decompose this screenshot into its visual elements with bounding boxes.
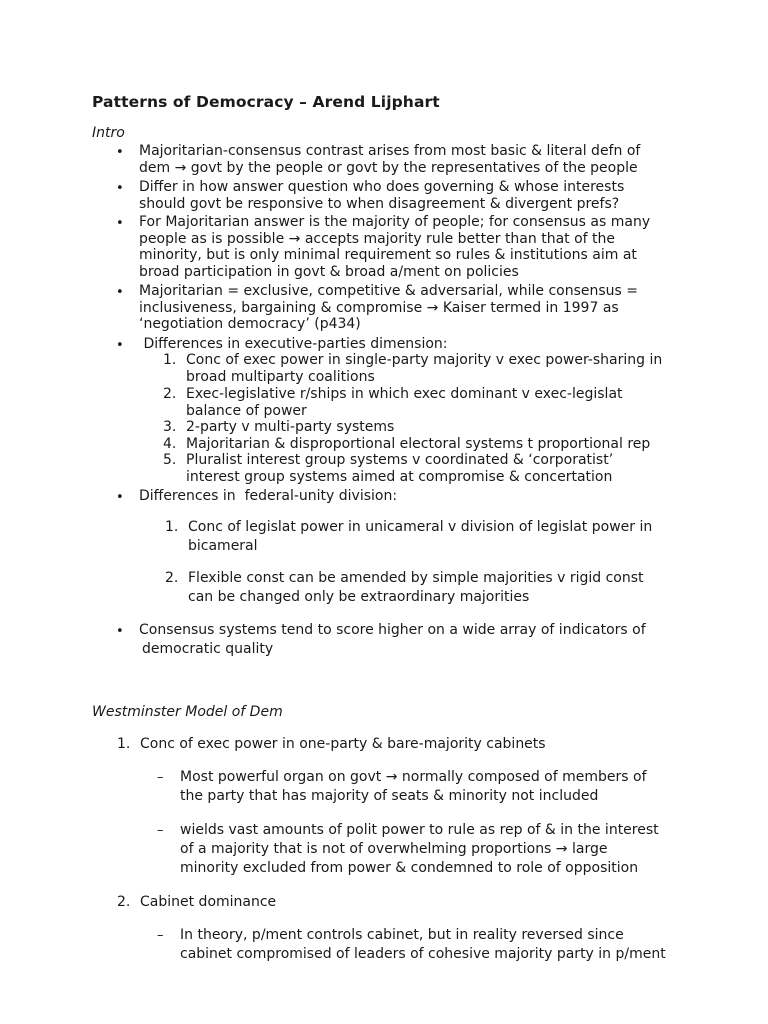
exec-list-item-5 bbox=[186, 452, 613, 485]
text-line: Conc of exec power in single-party majority v exec power-sharing in bbox=[186, 352, 663, 368]
westminster-sub-2a bbox=[180, 926, 666, 964]
text-line: Consensus systems tend to score higher on a wide array of indicators of bbox=[139, 622, 646, 638]
text-line: ‘negotiation democracy’ (p434) bbox=[139, 316, 361, 333]
intro-bullet-1 bbox=[139, 143, 640, 176]
westminster-sub-1a bbox=[180, 768, 647, 806]
federal-list-num: 1. bbox=[165, 519, 179, 535]
bullet-icon: • bbox=[116, 285, 124, 300]
text-line: Pluralist interest group systems v coordinated & ‘corporatist’ bbox=[186, 452, 614, 468]
federal-list-item-1 bbox=[188, 518, 652, 556]
exec-list-num: 1. bbox=[163, 352, 177, 368]
text-line: can be changed only be extraordinary majorities bbox=[188, 589, 530, 605]
bullet-icon: • bbox=[116, 145, 124, 160]
bullet-icon: • bbox=[116, 490, 124, 505]
text-line: Exec-legislative r/ships in which exec dominant v exec-legislat bbox=[186, 386, 623, 402]
federal-list-item-2 bbox=[188, 569, 644, 607]
dash-icon: – bbox=[157, 823, 164, 838]
westminster-sub-1b bbox=[180, 821, 659, 878]
bullet-icon: • bbox=[116, 624, 124, 639]
text-line: democratic quality bbox=[142, 641, 274, 657]
text-line: In theory, p/ment controls cabinet, but in reality reversed since bbox=[180, 927, 624, 943]
text-line: broad participation in govt & broad a/ment on policies bbox=[139, 264, 519, 281]
text-line: interest group systems aimed at compromise & concertation bbox=[186, 468, 613, 485]
text-line: minority excluded from power & condemned to role of opposition bbox=[180, 860, 639, 876]
text-line: dem → govt by the people or govt by the representatives of the people bbox=[139, 159, 638, 176]
exec-list-num: 3. bbox=[163, 419, 177, 435]
text-line: balance of power bbox=[186, 402, 307, 419]
text-line: inclusiveness, bargaining & compromise → Kaiser termed in 1997 as bbox=[139, 299, 619, 316]
text-line: cabinet compromised of leaders of cohesive majority party in p/ment bbox=[180, 946, 666, 962]
text-line: wields vast amounts of polit power to rule as rep of & in the interest bbox=[180, 822, 659, 838]
federal-bullet: Differences in federal-unity division: bbox=[139, 488, 398, 504]
bullet-icon: • bbox=[116, 181, 124, 196]
text-line: of a majority that is not of overwhelming proportions → large bbox=[180, 841, 608, 857]
text-line: should govt be responsive to when disagreement & divergent prefs? bbox=[139, 195, 620, 212]
bullet-icon: • bbox=[116, 338, 124, 353]
intro-bullet-3 bbox=[139, 214, 650, 281]
westminster-heading: Westminster Model of Dem bbox=[92, 704, 283, 720]
exec-list-num: 2. bbox=[163, 386, 177, 402]
text-line: bicameral bbox=[188, 538, 258, 554]
federal-list-num: 2. bbox=[165, 570, 179, 586]
document-title: Patterns of Democracy – Arend Lijphart bbox=[92, 93, 440, 111]
exec-list-item-1 bbox=[186, 352, 662, 385]
intro-heading: Intro bbox=[92, 125, 125, 141]
text-line: Majoritarian-consensus contrast arises from most basic & literal defn of bbox=[139, 143, 641, 159]
intro-bullet-4 bbox=[139, 283, 638, 333]
westminster-item-2: Cabinet dominance bbox=[140, 894, 277, 910]
text-line: Flexible const can be amended by simple majorities v rigid const bbox=[188, 570, 644, 586]
intro-bullet-5: Differences in executive-parties dimension: bbox=[139, 336, 448, 352]
exec-list-num: 4. bbox=[163, 436, 177, 452]
text-line: For Majoritarian answer is the majority of people; for consensus as many bbox=[139, 214, 651, 230]
exec-list-num: 5. bbox=[163, 452, 177, 468]
text-line: Conc of legislat power in unicameral v division of legislat power in bbox=[188, 519, 653, 535]
intro-bullet-2 bbox=[139, 179, 624, 212]
text-line: Differ in how answer question who does governing & whose interests bbox=[139, 179, 625, 195]
westminster-num: 2. bbox=[117, 894, 131, 910]
exec-list-item-4: Majoritarian & disproportional electoral systems t proportional rep bbox=[186, 436, 651, 452]
dash-icon: – bbox=[157, 770, 164, 785]
last-bullet bbox=[139, 621, 646, 659]
dash-icon: – bbox=[157, 928, 164, 943]
text-line: Most powerful organ on govt → normally composed of members of bbox=[180, 769, 647, 785]
exec-list-item-2 bbox=[186, 386, 623, 419]
text-line: people as is possible → accepts majority rule better than that of the bbox=[139, 230, 616, 247]
text-line: broad multiparty coalitions bbox=[186, 368, 375, 385]
bullet-icon: • bbox=[116, 216, 124, 231]
westminster-item-1: Conc of exec power in one-party & bare-majority cabinets bbox=[140, 736, 546, 752]
text-line: the party that has majority of seats & minority not included bbox=[180, 788, 599, 804]
westminster-num: 1. bbox=[117, 736, 131, 752]
text-line: minority, but is only minimal requirement so rules & institutions aim at bbox=[139, 247, 637, 264]
exec-list-item-3: 2-party v multi-party systems bbox=[186, 419, 395, 435]
text-line: Majoritarian = exclusive, competitive & adversarial, while consensus = bbox=[139, 283, 639, 299]
